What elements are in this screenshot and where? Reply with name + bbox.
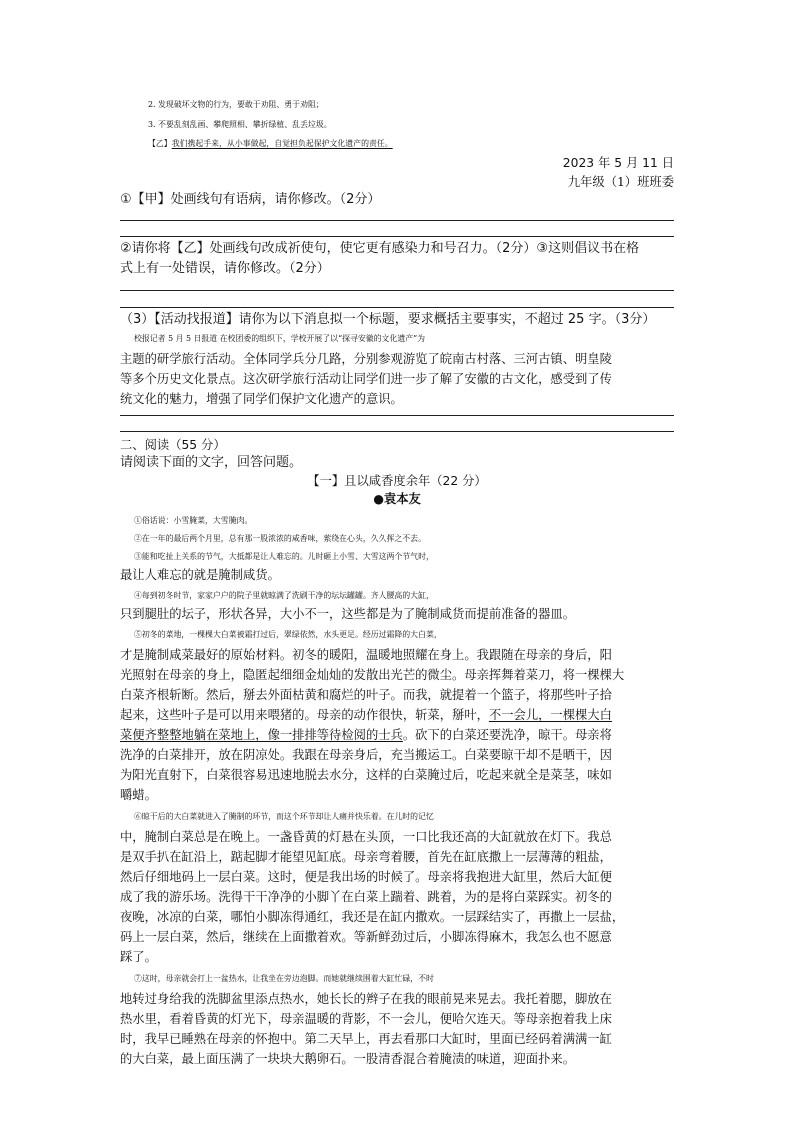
paragraph-6-line: 踩了。 <box>120 950 157 964</box>
paragraph-3-line: 最让人难忘的就是腌制咸货。 <box>120 568 280 582</box>
article-author: ●袁本友 <box>373 492 421 506</box>
paragraph-5-text: 起来，这些叶子是可以用来喂猪的。母亲的动作很快，斩菜，掰叶， <box>120 708 489 722</box>
paragraph-5-line: 嚼蜡。 <box>120 788 157 802</box>
paragraph-5-line: 洗净的白菜排开，放在阴凉处。我跟在母亲身后，充当搬运工。白菜要晾干却不是晒干，因 <box>120 748 612 762</box>
paragraph-7-line: 地转过身给我的洗脚盆里添点热水，她长长的辫子在我的眼前晃来晃去。我托着腮，脚放在 <box>120 992 612 1006</box>
news-line: 校报记者 5 月 5 日报道 在校团委的组织下，学校开展了以“探寻安徽的文化遗产”为 <box>134 334 426 343</box>
yi-label: 【乙】 <box>148 139 172 148</box>
section-title: 二、阅读（55 分） <box>120 438 226 452</box>
paragraph-7-line: 时，我早已睡熟在母亲的怀抱中。第二天早上，再去看那口大缸时，里面已经码着满满一缸 <box>120 1032 612 1046</box>
answer-line[interactable] <box>120 290 674 291</box>
answer-line[interactable] <box>120 236 674 237</box>
article-title: 【一】且以咸香度余年（22 分） <box>307 474 487 488</box>
paragraph-6-line: 码上一层白菜，然后，继续在上面撒着欢。等新鲜劲过后，小脚冻得麻木，我怎么也不愿意 <box>120 930 612 944</box>
news-line: 等多个历史文化景点。这次研学旅行活动让同学们进一步了解了安徽的古文化，感受到了传 <box>120 372 612 386</box>
yi-underlined-text: 我们携起手来，从小事做起，自觉担负起保护文化遗产的责任。 <box>171 139 393 148</box>
paragraph-2: ②在一年的最后两个月里，总有那一股浓浓的咸香味，萦绕在心头，久久挥之不去。 <box>134 534 426 543</box>
paragraph-4-line: ④每到初冬时节，家家户户的院子里就晾满了洗刷干净的坛坛罐罐。齐人腰高的大缸， <box>134 591 434 600</box>
section-instruction: 请阅读下面的文字，回答问题。 <box>120 455 303 470</box>
question-3: （3）【活动找报道】请你为以下消息拟一个标题，要求概括主要事实，不超过 25 字。（3分） <box>120 312 656 327</box>
paragraph-5-line: ⑤初冬的菜地，一棵棵大白菜被霜打过后，翠绿依然，水头更足。经历过霜降的大白菜， <box>134 630 442 639</box>
paragraph-7-line: ⑦这时，母亲就会打上一盆热水，让我坐在旁边泡脚。而她就继续围着大缸忙碌，不时 <box>134 974 434 983</box>
paragraph-4-line: 只到腿肚的坛子，形状各异，大小不一，这些都是为了腌制咸货而提前准备的器皿。 <box>120 607 575 621</box>
paragraph-5-line: 为阳光直射下，白菜很容易迅速地脱去水分，这样的白菜腌过后，吃起来就全是菜茎，味如 <box>120 768 612 782</box>
paragraph-5-line: 光照射在母亲的身上，隐匿起细细金灿灿的发散出光芒的微尘。母亲挥舞着菜刀，将一棵棵大 <box>120 668 625 682</box>
paragraph-5-line: 白菜齐根斩断。然后，掰去外面枯黄和腐烂的叶子。而我，就提着一个篮子，将那些叶子拾 <box>120 688 612 702</box>
answer-line[interactable] <box>120 431 674 432</box>
paragraph-6-line: 然后仔细地码上一层白菜。这时，便是我出场的时候了。母亲将我抱进大缸里，然后大缸便 <box>120 870 612 884</box>
proposal-signer: 九年级（1）班班委 <box>567 175 674 189</box>
paragraph-3-line: ③能和吃扯上关系的节气，大抵都是让人难忘的。儿时砸上小雪、大雪这两个节气时， <box>134 552 434 561</box>
paragraph-5-line <box>120 727 674 743</box>
underlined-sentence: 菜便齐整整地躺在菜地上，像一排排等待检阅的士兵 <box>120 728 403 742</box>
item-3: 3. 不要乱刻乱画、攀爬照相、攀折绿植、乱丢垃圾。 <box>148 120 332 129</box>
paragraph-5-text: 。砍下的白菜还要洗净，晾干。母亲将 <box>402 728 612 742</box>
yi-sentence <box>148 136 702 152</box>
paragraph-5-line <box>120 707 674 723</box>
answer-line[interactable] <box>120 307 674 308</box>
paragraph-6-line: 是双手扒在缸沿上，踮起脚才能望见缸底。母亲弯着腰，首先在缸底撒上一层薄薄的粗盐， <box>120 850 612 864</box>
question-2-line1: ②请你将【乙】处画线句改成祈使句，使它更有感染力和号召力。（2分）③这则倡议书在格 <box>120 241 640 256</box>
news-line: 主题的研学旅行活动。全体同学兵分几路，分别参观游览了皖南古村落、三河古镇、明皇陵 <box>120 352 612 366</box>
paragraph-6-line: ⑥晾干后的大白菜就进入了腌制的环节，而这个环节却让人痛并快乐着。在儿时的记忆 <box>134 812 434 821</box>
question-1: ①【甲】处画线句有语病，请你修改。（2分） <box>120 192 381 207</box>
answer-line[interactable] <box>120 415 674 416</box>
proposal-date: 2023 年 5 月 11 日 <box>562 156 674 170</box>
paragraph-6-line: 中，腌制白菜总是在晚上。一盏昏黄的灯悬在头顶，一口比我还高的大缸就放在灯下。我总 <box>120 830 612 844</box>
paragraph-6-line: 夜晚，冰凉的白菜，哪怕小脚冻得通红，我还是在缸内撒欢。一层踩结实了，再撒上一层盐， <box>120 910 625 924</box>
paragraph-1: ①俗话说：小雪腌菜，大雪腌肉。 <box>134 516 253 525</box>
item-2: 2. 发现破坏文物的行为，要敢于劝阻、勇于劝阻； <box>148 100 324 109</box>
paragraph-7-line: 的大白菜，最上面压满了一块块大鹅卵石。一股清香混合着腌渍的味道，迎面扑来。 <box>120 1052 575 1066</box>
news-line: 统文化的魅力，增强了同学们保护文化遗产的意识。 <box>120 392 403 406</box>
paragraph-6-line: 成了我的游乐场。洗得干干净净的小脚丫在白菜上踹着、跳着，为的是将白菜踩实。初冬的 <box>120 890 612 904</box>
paragraph-7-line: 热水里，看着昏黄的灯光下，母亲温暖的背影，不一会儿，便哈欠连天。等母亲抱着我上床 <box>120 1012 612 1026</box>
question-2-line2: 式上有一处错误，请你修改。（2分） <box>120 261 330 276</box>
answer-line[interactable] <box>120 220 674 221</box>
underlined-sentence: 不一会儿，一棵棵大白 <box>488 708 612 722</box>
paragraph-5-line: 才是腌制咸菜最好的原始材料。初冬的暖阳，温暖地照耀在身上。我跟随在母亲的身后，阳 <box>120 648 612 662</box>
